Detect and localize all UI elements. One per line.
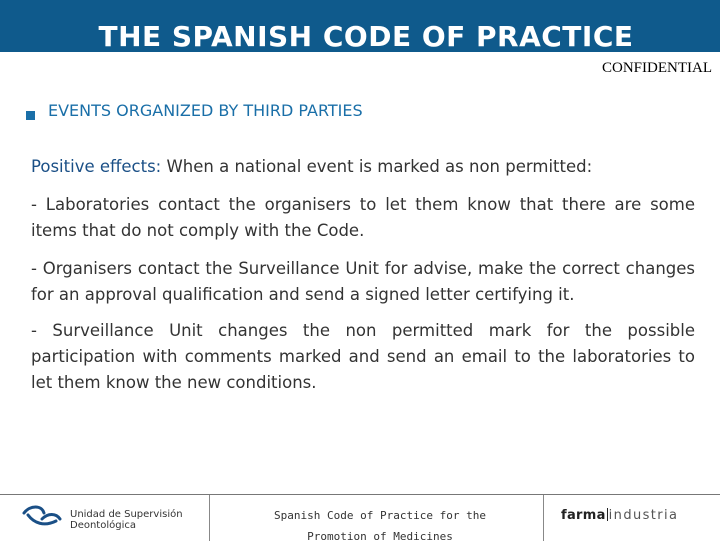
positive-effects-text: When a national event is marked as non permitted:	[161, 157, 593, 176]
usd-line-2: Deontológica	[70, 520, 136, 531]
farmaindustria-logo	[561, 508, 678, 523]
section-heading: EVENTS ORGANIZED BY THIRD PARTIES	[48, 101, 363, 120]
paragraph-surveillance-unit: - Surveillance Unit changes the non permitted mark for the possible participation with comments marked and send an email to the laboratories to let them know the new conditions.	[31, 321, 695, 392]
usd-name	[70, 509, 183, 531]
usd-logo-icon	[20, 503, 64, 535]
confidential-label: CONFIDENTIAL	[602, 60, 712, 76]
footer	[0, 494, 720, 541]
footer-center-text	[250, 505, 510, 547]
footer-divider	[209, 495, 210, 541]
farma-separator-icon	[607, 508, 608, 521]
paragraph-organisers: - Organisers contact the Surveillance Unit for advise, make the correct changes for an approval qualification and send a signed letter certifying it.	[31, 259, 695, 304]
positive-effects-line	[31, 154, 695, 180]
paragraph-laboratories: - Laboratories contact the organisers to let them know that there are some items that do not comply with the Code.	[31, 195, 695, 240]
footer-divider	[543, 495, 544, 541]
usd-line-1: Unidad de Supervisión	[70, 509, 183, 520]
farma-word: farma	[561, 508, 606, 523]
footer-center-line-1: Spanish Code of Practice for the	[274, 509, 486, 522]
title-bar	[0, 0, 720, 52]
bullet-square-icon	[26, 111, 35, 120]
positive-effects-label: Positive effects:	[31, 157, 162, 176]
industria-word: industria	[608, 508, 679, 523]
footer-center-line-2: Promotion of Medicines	[307, 530, 453, 543]
slide-title: THE SPANISH CODE OF PRACTICE	[98, 20, 634, 53]
